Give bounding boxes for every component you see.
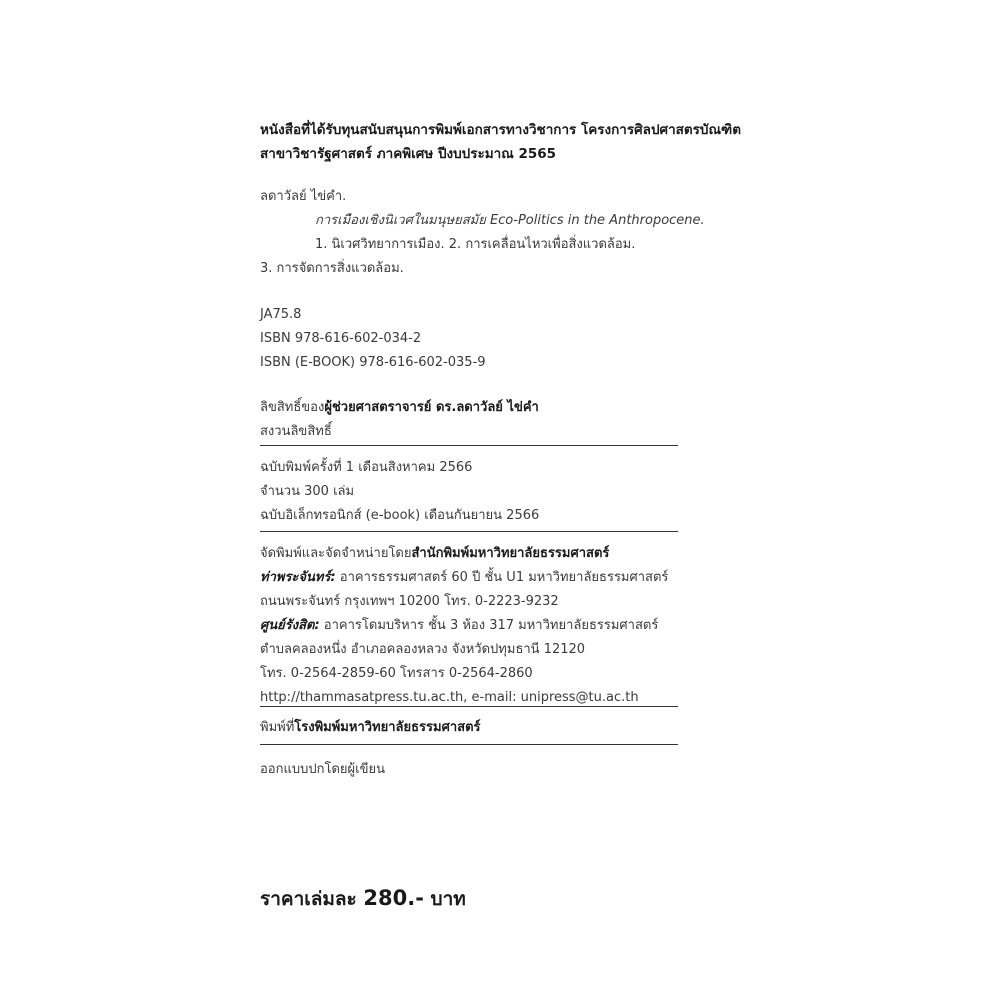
copyright-prefix: ลิขสิทธิ์ของ [260,400,325,415]
catalog-author: ลดาวัลย์ ไข่คำ. [260,189,347,204]
tha-prachan-address-2: ถนนพระจันทร์ กรุงเทพฯ 10200 โทร. 0-2223-9232 [260,594,559,609]
divider [260,445,678,446]
print-quantity: จำนวน 300 เล่ม [260,484,355,499]
price-suffix: บาท [423,888,466,910]
funding-line-1: หนังสือที่ได้รับทุนสนับสนุนการพิมพ์เอกสารทางวิชาการ โครงการศิลปศาสตรบัณฑิต [260,122,741,138]
printer-info [260,717,730,739]
rangsit-label: ศูนย์รังสิต: [260,618,320,633]
catalog-title: การเมืองเชิงนิเวศในมนุษยสมัย Eco-Politics in the Anthropocene. [315,213,705,228]
divider [260,706,678,707]
divider [260,744,678,745]
publisher-info [260,542,730,710]
tha-prachan-line [260,566,730,590]
isbn: ISBN 978-616-602-034-2 [260,331,422,346]
publisher-web: http://thammasatpress.tu.ac.th, e-mail: unipress@tu.ac.th [260,690,639,705]
publisher-line [260,542,730,566]
publisher-name: สำนักพิมพ์มหาวิทยาลัยธรรมศาสตร์ [411,546,610,561]
catalog-subjects-2: 3. การจัดการสิ่งแวดล้อม. [260,261,404,276]
ebook-edition: ฉบับอิเล็กทรอนิกส์ (e-book) เดือนกันยายน 2566 [260,508,540,523]
printer-prefix: พิมพ์ที่ [260,720,295,735]
copyright-notice [260,396,730,444]
price [260,884,466,914]
catalog-subjects-1: 1. นิเวศวิทยาการเมือง. 2. การเคลื่อนไหวเพื่อสิ่งแวดล้อม. [315,237,636,252]
rangsit-address-2: ตำบลคลองหนึ่ง อำเภอคลองหลวง จังหวัดปทุมธานี 12120 [260,642,586,657]
cover-design [260,759,730,781]
copyright-holder: ผู้ช่วยศาสตราจารย์ ดร.ลดาวัลย์ ไข่คำ [324,400,539,415]
edition-info [260,456,730,528]
publisher-phone: โทร. 0-2564-2859-60 โทรสาร 0-2564-2860 [260,666,533,681]
rangsit-line [260,614,730,638]
cover-design-credit: ออกแบบปกโดยผู้เขียน [260,762,385,777]
printer-line [260,717,730,739]
divider [260,531,678,532]
rangsit-address: อาคารโดมบริหาร ชั้น 3 ห้อง 317 มหาวิทยาลัยธรรมศาสตร์ [319,618,659,633]
printer-name: โรงพิมพ์มหาวิทยาลัยธรรมศาสตร์ [294,720,481,735]
funding-line-2: สาขาวิชารัฐศาสตร์ ภาคพิเศษ ปีงบประมาณ 2565 [260,146,557,162]
first-print: ฉบับพิมพ์ครั้งที่ 1 เดือนสิงหาคม 2566 [260,460,473,475]
copyright-holder-line [260,396,730,420]
isbn-ebook: ISBN (E-BOOK) 978-616-602-035-9 [260,355,486,370]
tha-prachan-label: ท่าพระจันทร์: [260,570,336,585]
price-amount: 280.- [363,886,424,910]
publisher-intro: จัดพิมพ์และจัดจำหน่ายโดย [260,546,412,561]
call-number: JA75.8 [260,307,302,322]
price-prefix: ราคาเล่มละ [260,888,364,910]
rights-reserved: สงวนลิขสิทธิ์ [260,424,332,439]
tha-prachan-address: อาคารธรรมศาสตร์ 60 ปี ชั้น U1 มหาวิทยาลัยธรรมศาสตร์ [335,570,669,585]
identifiers [260,303,730,375]
catalog-entry [260,185,730,281]
funding-statement [260,118,741,166]
